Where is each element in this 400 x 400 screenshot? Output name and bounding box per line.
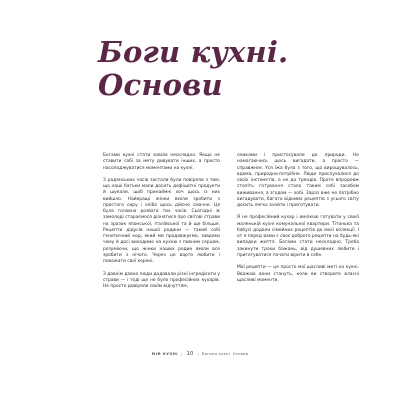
footer-separator: | xyxy=(197,352,200,356)
paragraph: смаками і пристосували до природи. Не намагаючись щось вигадати, а просто — справжнім. Уся їжа була з того, що вирощувалось, вдома, природно-потрібне. Люди прислухалися до своїх інстинктів, а не до трендів. Проте впродовж століть готування стало таким собі засобом виживання, а згодом — хобі. Зараз вже не потрібно вигадувати, багато відомих рецептів з усього світу досить легко знайти і приготувати. xyxy=(237,153,359,208)
chapter-title xyxy=(98,36,318,102)
footer-section-name: Богиня кухні. Основи xyxy=(201,352,249,356)
text-column-left xyxy=(103,153,220,297)
paragraph: Мої рецепти — це просто мої щасливі миті на кухні. Вважаю вони стануть, коли ви створите власні щасливі моменти. xyxy=(237,265,359,283)
paragraph: Я не професійний кухар і вмілкою готувати у своєї маленькій кухні комунальної квартири. Тітонька та бабусі додали сімейних рецептів до моєї колекції. І от я перед вами є своє доброго рецепти на будь-які випадки життя. Богами стати нескладно. Треба закинути трохи бажань, від душевних любити і приготуватися почати вірити в себе. xyxy=(237,215,359,258)
paragraph: Богами кухні стати зовсім нескладно. Якщо не ставити собі за мету дивувати інших, а просто насолоджуватися моментами на кухні. xyxy=(103,153,220,171)
page-number: 10 xyxy=(186,351,194,357)
text-column-right xyxy=(237,153,359,290)
paragraph: З радянських часів застали були повіряли з тим, що наші батьки мали досить дефіцитні продукти й шукали, щоб принаймні хоч щось із них вийшло. Найкращі жінки вміли зробити з простого сиру і хліба щось дійсно смачне. Ця була головна розвага тих часів. Сьогодні ж замолоді стараємося дізнатися про світові страви на зразок японської, італійської та й ще більше. Рецепти дідусів нашої родини — такий собі генетичний код, який ми продовжуємо, завдяки чому й досі виходимо на кухню з повним серцем, розуміючи, що жінки наших родин вміли все зробити з нічого. Через це варто любити і поважати свої корені. xyxy=(103,177,220,265)
chapter-title-line-2: Основи xyxy=(98,68,223,102)
chapter-title-line-1: Боги кухні. xyxy=(98,35,289,69)
footer-separator: | xyxy=(180,352,183,356)
footer-book-name: МІЙ КУХНІ xyxy=(151,352,179,356)
page-footer xyxy=(0,351,400,357)
paragraph: З давнім давно люди додавали різні інгредієнти у страви — і тоді ще не було професійних кухарів. Не просто довіряли своїм відчуттям, xyxy=(103,271,220,290)
